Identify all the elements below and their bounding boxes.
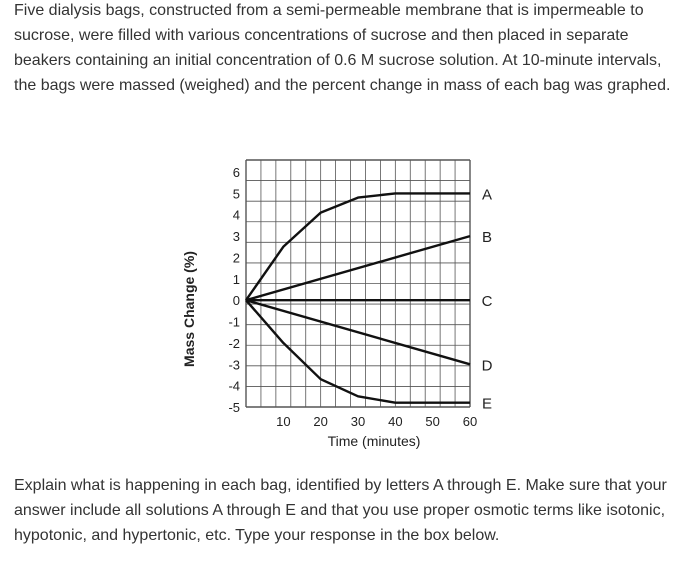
y-tick-label: 4 <box>232 207 240 223</box>
y-tick-label: 5 <box>232 186 240 202</box>
question-paragraph: Explain what is happening in each bag, identified by letters A through E. Make sure that your answer include all solutions A through E and that you use proper osmotic terms like isotonic, hypotonic, and hypertonic, etc. Type your response in the box below. <box>14 477 667 544</box>
series-line-e <box>246 300 470 403</box>
y-axis-label: Mass Change (%) <box>181 251 197 367</box>
mass-change-chart <box>170 150 510 460</box>
x-tick-label: 10 <box>276 414 291 429</box>
x-tick-label: 40 <box>388 414 403 429</box>
series-label-e: E <box>481 395 493 413</box>
chart-series-labels <box>482 186 493 412</box>
y-tick-label: -2 <box>228 335 240 351</box>
y-tick-label: 2 <box>232 250 240 266</box>
series-label-d: D <box>481 357 493 375</box>
y-tick-label: 6 <box>232 165 240 180</box>
y-tick-label: -4 <box>228 378 240 394</box>
x-tick-label: 50 <box>425 414 440 429</box>
series-label-c: C <box>481 293 493 311</box>
series-label-b: B <box>481 229 493 247</box>
x-axis-label: Time (minutes) <box>327 433 421 449</box>
series-line-b <box>246 236 470 300</box>
y-tick-label: -5 <box>228 400 240 415</box>
chart-series <box>246 193 470 402</box>
x-tick-label: 30 <box>350 414 366 429</box>
y-tick-label: 3 <box>232 229 240 245</box>
series-label-a: A <box>481 186 493 204</box>
x-axis-tick-labels <box>276 414 477 429</box>
x-tick-label: 20 <box>313 414 328 429</box>
y-tick-label: 0 <box>232 293 240 309</box>
intro-paragraph: Five dialysis bags, constructed from a semi-permeable membrane that is impermeable to sucrose, were filled with various concentrations of sucrose and then placed in separate beakers containing an initial concentration of 0.6 M sucrose solution. At 10-minute intervals, the bags were massed (weighed) and the percent change in mass of each bag was graphed. <box>14 2 671 94</box>
y-tick-label: 1 <box>232 271 240 287</box>
x-tick-label: 60 <box>462 414 478 429</box>
series-line-d <box>246 300 470 364</box>
y-tick-label: -1 <box>228 314 240 330</box>
y-axis-tick-labels <box>228 165 240 415</box>
y-tick-label: -3 <box>228 357 240 373</box>
